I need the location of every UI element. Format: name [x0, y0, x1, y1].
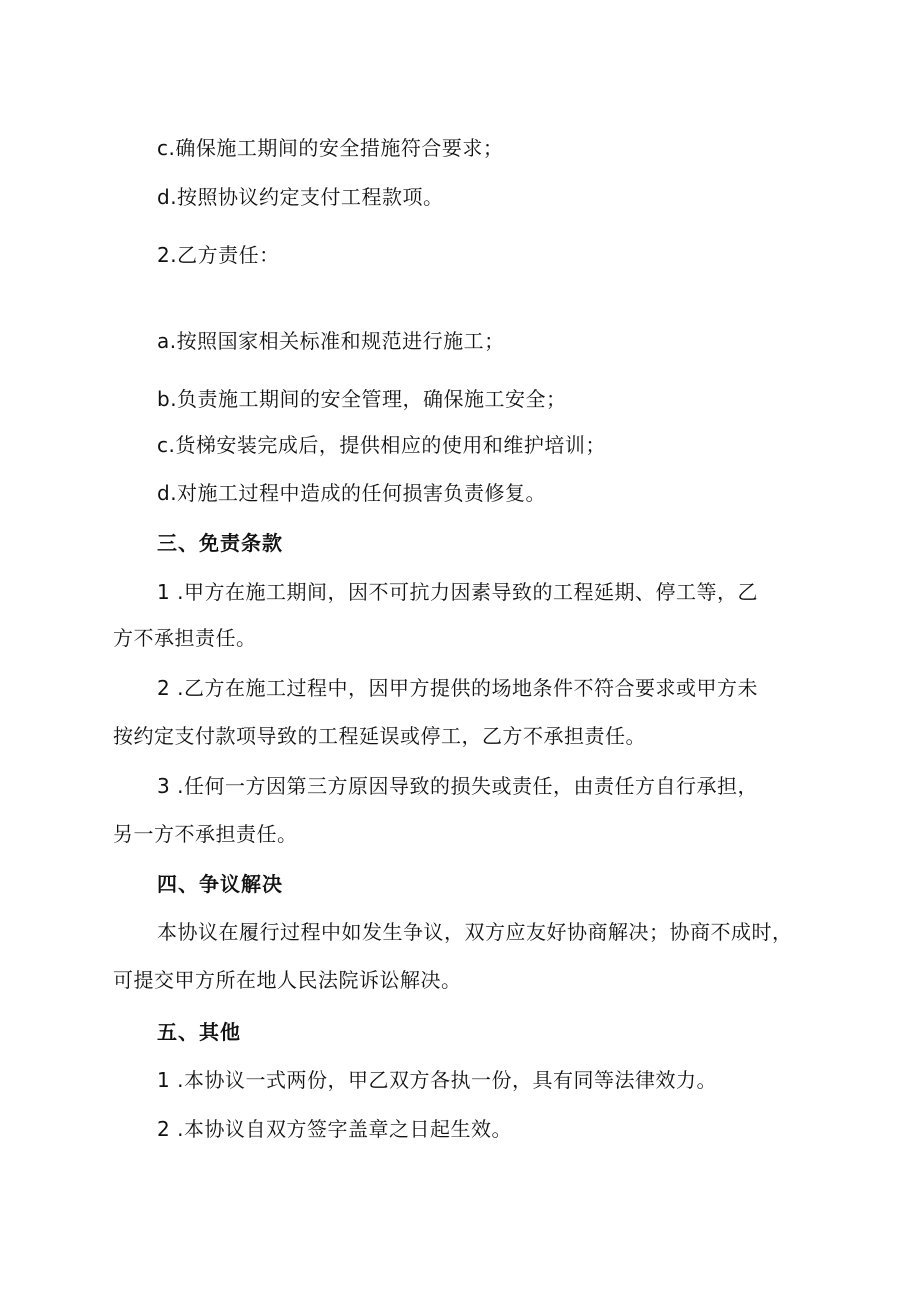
party-b-item-b: b.负责施工期间的安全管理，确保施工安全； [157, 387, 567, 411]
exemption-clause-2-line-2: 按约定支付款项导致的工程延误或停工，乙方不承担责任。 [113, 724, 646, 748]
exemption-clause-1-line-2: 方不承担责任。 [113, 626, 257, 650]
other-clause-2: 2 .本协议自双方签字盖章之日起生效。 [157, 1117, 512, 1141]
section-heading-dispute: 四、争议解决 [157, 872, 283, 896]
party-a-item-d: d.按照协议约定支付工程款项。 [157, 185, 444, 209]
party-b-item-a: a.按照国家相关标准和规范进行施工； [157, 329, 505, 353]
exemption-clause-3-line-2: 另一方不承担责任。 [113, 822, 298, 846]
exemption-clause-1-line-1: 1 .甲方在施工期间，因不可抗力因素导致的工程延期、停工等，乙 [157, 580, 758, 604]
dispute-paragraph-line-2: 可提交甲方所在地人民法院诉讼解决。 [113, 968, 462, 992]
exemption-clause-2-line-1: 2 .乙方在施工过程中，因甲方提供的场地条件不符合要求或甲方未 [157, 676, 758, 700]
section-heading-exemption: 三、免责条款 [157, 531, 283, 555]
party-b-responsibility-title: 2.乙方责任： [157, 243, 280, 267]
party-b-item-c: c.货梯安装完成后，提供相应的使用和维护培训； [157, 433, 606, 457]
section-heading-other: 五、其他 [157, 1020, 241, 1044]
exemption-clause-3-line-1: 3 .任何一方因第三方原因导致的损失或责任，由责任方自行承担， [157, 774, 758, 798]
party-a-item-c: c.确保施工期间的安全措施符合要求； [157, 136, 504, 160]
other-clause-1: 1 .本协议一式两份，甲乙双方各执一份，具有同等法律效力。 [157, 1068, 717, 1092]
party-b-item-d: d.对施工过程中造成的任何损害负责修复。 [157, 481, 547, 505]
dispute-paragraph-line-1: 本协议在履行过程中如发生争议，双方应友好协商解决；协商不成时， [157, 920, 793, 944]
